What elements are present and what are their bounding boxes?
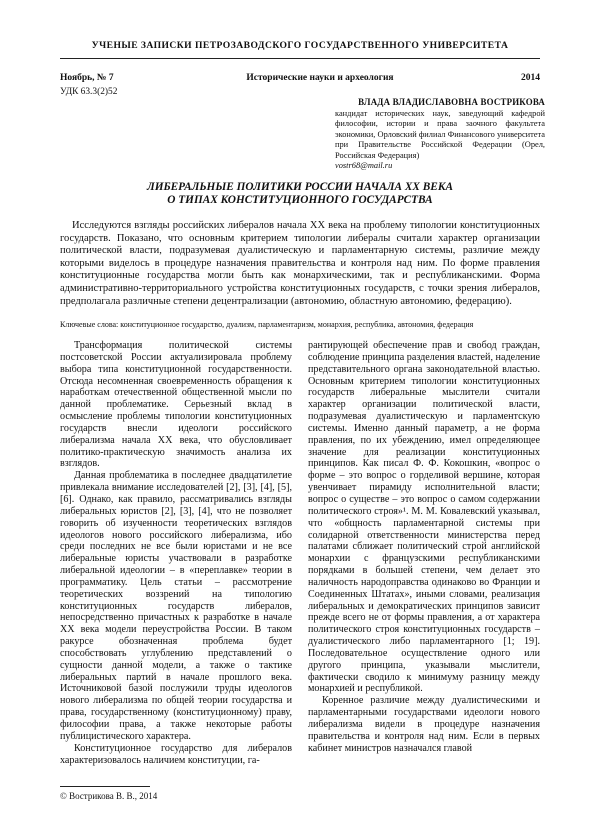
body-column-left [60, 340, 292, 766]
abstract: Исследуются взгляды российских либералов начала XX века на проблему типологии конституционных государств. Показано, что основным критерием типологии либералы считали характер организации политической власти, подразумевая дуалистическую и парламентарную системы, различие между которыми виделось в процедуре назначения правительства и контроля над ним. По форме правления конституционные государства могли быть как монархическими, так и республиканскими. Форма административно-территориального устройства конституционных государств, с точки зрения либералов, предполагала различные степени децентрализации (автономию, областную автономию, федерацию). [60, 220, 540, 307]
issue-label: Ноябрь, № 7 [60, 73, 114, 83]
author-name: ВЛАДА ВЛАДИСЛАВОВНА ВОСТРИКОВА [358, 97, 545, 107]
footnote-rule [60, 786, 150, 787]
author-block [335, 97, 545, 171]
author-email: vostr68@mail.ru [335, 161, 393, 171]
author-affiliation: кандидат исторических наук, заведующий кафедрой философии, истории и права заочного факультета экономики, Орловский филиал Финансового университета при Правительстве Российской Федерации (Орел, Российская Федерация) [335, 109, 545, 160]
journal-title: УЧЕНЫЕ ЗАПИСКИ ПЕТРОЗАВОДСКОГО ГОСУДАРСТВЕННОГО УНИВЕРСИТЕТА [91, 40, 509, 51]
year-label: 2014 [521, 73, 540, 83]
paragraph: Трансформация политической системы постсоветской России актуализировала проблему выбора типа конституционной государственности. Отсюда несомненная своевременность обращения к наработкам отечественной общественной мысли по данной проблематике. Серьезный вклад в осмысление проблемы типологии конституционных государств внесли идеологи российского либерализма начала XX века, что обусловливает политико-практическую значимость анализа их взглядов. [60, 340, 292, 470]
section-label: Исторические науки и археология [246, 73, 394, 83]
copyright-notice: © Вострикова В. В., 2014 [60, 791, 158, 801]
udk-code: УДК 63.3(2)52 [60, 87, 118, 97]
header-rule [60, 58, 540, 59]
body-column-right [308, 340, 540, 755]
article-title-line-2: О ТИПАХ КОНСТИТУЦИОННОГО ГОСУДАРСТВА [167, 194, 433, 206]
keywords: Ключевые слова: конституционное государство, дуализм, парламентаризм, монархия, республика, автономия, федерация [60, 320, 474, 329]
article-title [60, 181, 540, 207]
paragraph: Данная проблематика в последнее двадцатилетие привлекала внимание исследователей [2], [3], [4], [5], [6]. Однако, как правило, рассматривались взгляды либеральных юристов [2], [3], [4], что не позволяет говорить об изученности теоретических взглядов идеологов нового российского либерализма, ибо среди последних не все были юристами и не все либеральные юристы участвовали в разработке либеральной идеологии – в «переплавке» теории в программатику. Цель статьи – рассмотрение теоретических воззрений на типологию конституционных государств либералов, непосредственно причастных к разработке в начале XX века модели переустройства России. В таком ракурсе обозначенная проблема будет способствовать углублению представлений о сущности данной модели, а также о тактике либеральных партий в начале прошлого века. Источниковой базой послужили труды идеологов нового либерализма по общей теории государства и права, государственному (конституционному) праву, философии права, а также некоторые работы публицистического характера. [60, 470, 292, 742]
paragraph: Конституционное государство для либералов характеризовалось наличием конституции, га- [60, 742, 292, 766]
article-title-line-1: ЛИБЕРАЛЬНЫЕ ПОЛИТИКИ РОССИИ НАЧАЛА XX ВЕКА [146, 181, 454, 193]
paragraph: Коренное различие между дуалистическими и парламентарными государствами идеологи нового либерализма видели в процедуре назначения правительства и контроля над ним. Если в первых кабинет министров назначался главой [308, 695, 540, 754]
paragraph: рантирующей обеспечение прав и свобод граждан, соблюдение принципа разделения властей, наделение представительного органа законодательной властью. Основным критерием типологии конституционных государств либеральные мыслители считали характер организации политической власти, подразумевая дуалистическую и парламентскую системы. Именно данный параметр, а не форма правления, по их убеждению, имел определяющее значение для реализации конституционных принципов. Как писал Ф. Ф. Кокошкин, «вопрос о форме – это вопрос о горделивой вершине, которая увенчивает пирамиду исполнительной власти; вопрос о существе – это вопрос о самом содержании политического строя»¹. М. М. Ковалевский указывал, что «общность парламентарной системы при солидарной ответственности министерства перед палатами сближает политический строй английской монархии с французскими республиканскими порядками в большей степени, чем делает это наличность народоправства одинаково во Франции и Соединенных Штатах», иными словами, реализация либеральных и демократических принципов зависит прежде всего не от формы правления, а от характера политического строя конституционных государств – дуалистического либо парламентарного [1; 19]. Последовательное осуществление одного или другого принципа, указывали мыслители, фактически сводило к минимуму разницу между монархией и республикой. [308, 340, 540, 695]
